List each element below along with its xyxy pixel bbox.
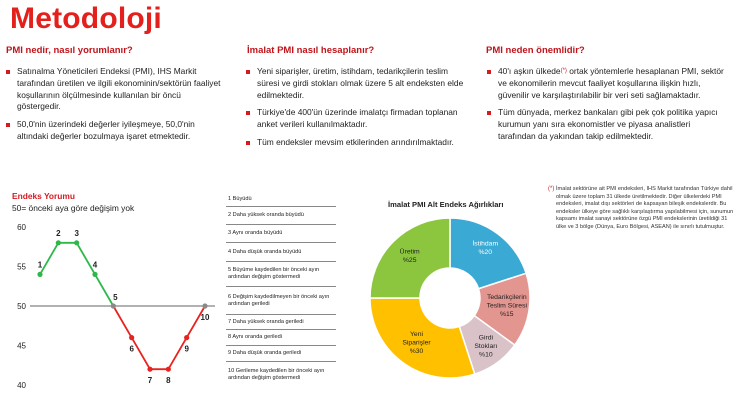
slice-label: İstihdam %20 [472, 240, 499, 256]
y-tick-label: 40 [17, 381, 26, 390]
list-item: Türkiye'de 400'ün üzerinde imalatçı firmadan toplanan anket verileri kullanılmaktadır. [245, 107, 470, 131]
legend-row: 5 Büyüme kaydedilen bir önceki ayın ardından değişim göstermedi [226, 262, 336, 287]
heading-what-is-pmi: PMI nedir, nasıl yorumlanır? [6, 45, 133, 56]
list-item: Tüm endeksler mevsim etkilerinden arındırılmaktadır. [245, 137, 470, 149]
point-label: 5 [113, 293, 118, 302]
point-label: 4 [92, 260, 98, 270]
line-segment [132, 338, 150, 370]
legend-row: 7 Daha yüksek oranda geriledi [226, 315, 336, 330]
y-tick-label: 55 [17, 262, 26, 272]
how-calculated-list [245, 66, 470, 155]
heading-why-important: PMI neden önemlidir? [486, 45, 585, 56]
line-segment [37, 243, 58, 275]
list-item: 40'ı aşkın ülkede(*) ortak yöntemlerle hesaplanan PMI, sektör ve ekonomilerin mevcut faaliyet koşullarına ilişkin hızlı, güvenilir ve karşılaştırılabilir bir veri seti sağlamaktadır. [486, 66, 726, 101]
page-title: Metodoloji [10, 2, 162, 35]
legend-row: 1 Büyüdü [226, 193, 336, 207]
legend-row: 8 Aynı oranda geriledi [226, 330, 336, 346]
data-point [37, 272, 42, 277]
data-point [129, 335, 134, 340]
index-interpretation-chart [0, 216, 222, 402]
data-point [166, 367, 171, 372]
why-important-list [486, 66, 726, 149]
slice-label: Yeni Siparişler %30 [402, 331, 431, 356]
legend-row: 2 Daha yüksek oranda büyüdü [226, 207, 336, 225]
list-item: 50,0'nin üzerindeki değerler iyileşmeye, 50,0'nin altındaki değerler bozulmaya işaret etmektedir. [5, 119, 225, 143]
data-point [111, 303, 116, 308]
point-label: 3 [74, 228, 79, 238]
footnote-star: (*) [548, 186, 555, 192]
legend-row: 10 Gerileme kaydedilen bir önceki ayın ardından değişim göstermedi [228, 367, 325, 381]
data-point [202, 303, 207, 308]
point-label: 9 [184, 344, 189, 354]
y-tick-label: 45 [17, 341, 26, 351]
line-segment [95, 274, 113, 306]
list-item: Satınalma Yöneticileri Endeksi (PMI), IHS Markit tarafından üretilen ve ilgili ekonominin/sektörün faaliyet koşullarının ölçülmesinde kullanılan bir öncü göstergedir. [5, 66, 225, 113]
legend-table [226, 193, 336, 387]
line-segment [77, 243, 95, 275]
point-label: 7 [147, 376, 153, 386]
point-label: 8 [166, 376, 171, 386]
data-point [184, 335, 189, 340]
point-label: 10 [200, 313, 210, 322]
list-item: Yeni siparişler, üretim, istihdam, tedarikçilerin teslim süresi ve girdi stokları olmak üzere 5 alt endeksten elde edilmektedir. [245, 66, 470, 101]
point-label: 2 [56, 228, 61, 238]
legend-row: 6 Değişim kaydedilmeyen bir önceki ayın ardından geriledi [226, 287, 336, 315]
slice-label: Üretim %25 [399, 248, 420, 265]
list-item: Tüm dünyada, merkez bankaları gibi pek çok politika yapıcı kurumun yanı sıra ekonomistler ve piyasa analistleri tarafından da yakından takip edilmektedir. [486, 107, 726, 142]
data-point [147, 367, 152, 372]
data-point [74, 240, 79, 245]
slice-label: Tedarikçilerin Teslim Süresi %15 [486, 293, 528, 318]
pie-chart-title: İmalat PMI Alt Endeks Ağırlıkları [388, 200, 504, 209]
line-chart-subtitle: 50= önceki aya göre değişim yok [12, 203, 135, 213]
line-chart-title: Endeks Yorumu [12, 191, 75, 201]
slice-label: Girdi Stokları %10 [474, 334, 498, 359]
footnote-text: İmalat sektörüne ait PMI endeksleri, IHS Markit tarafından Türkiye dahil olmak üzere toplam 31 ülkede üretilmektedir. Diğer ülkelerdeki PMI endeksleri, imalat dışı sektörleri de kapsayan bileşik endekslerdir. Bu endeksler ülkeye göre sağlıklı karşılaştırma yapılabilmesi için, sunumun kapsamı imalat sanayi sektörüne özgü PMI endekslerinin üretildiği 31 ülke ve 3 bölge (Dünya, Euro Bölgesi, ASEAN) ile sınırlı tutulmuştur. [556, 186, 734, 230]
point-label: 1 [37, 260, 43, 270]
heading-how-calculated: İmalat PMI nasıl hesaplanır? [247, 45, 375, 56]
line-segment [113, 306, 131, 338]
sub-index-weights-pie [360, 212, 540, 382]
legend-row: 3 Aynı oranda büyüdü [226, 225, 336, 243]
y-tick-label: 60 [17, 223, 26, 232]
point-label: 6 [129, 344, 134, 354]
footnote-marker: (*) [560, 68, 567, 74]
data-point [56, 240, 61, 245]
data-point [92, 272, 97, 277]
y-tick-label: 50 [17, 302, 26, 311]
what-is-pmi-list [5, 66, 225, 149]
legend-row: 9 Daha düşük oranda geriledi [226, 346, 336, 362]
legend-row: 4 Daha düşük oranda büyüdü [226, 243, 336, 262]
